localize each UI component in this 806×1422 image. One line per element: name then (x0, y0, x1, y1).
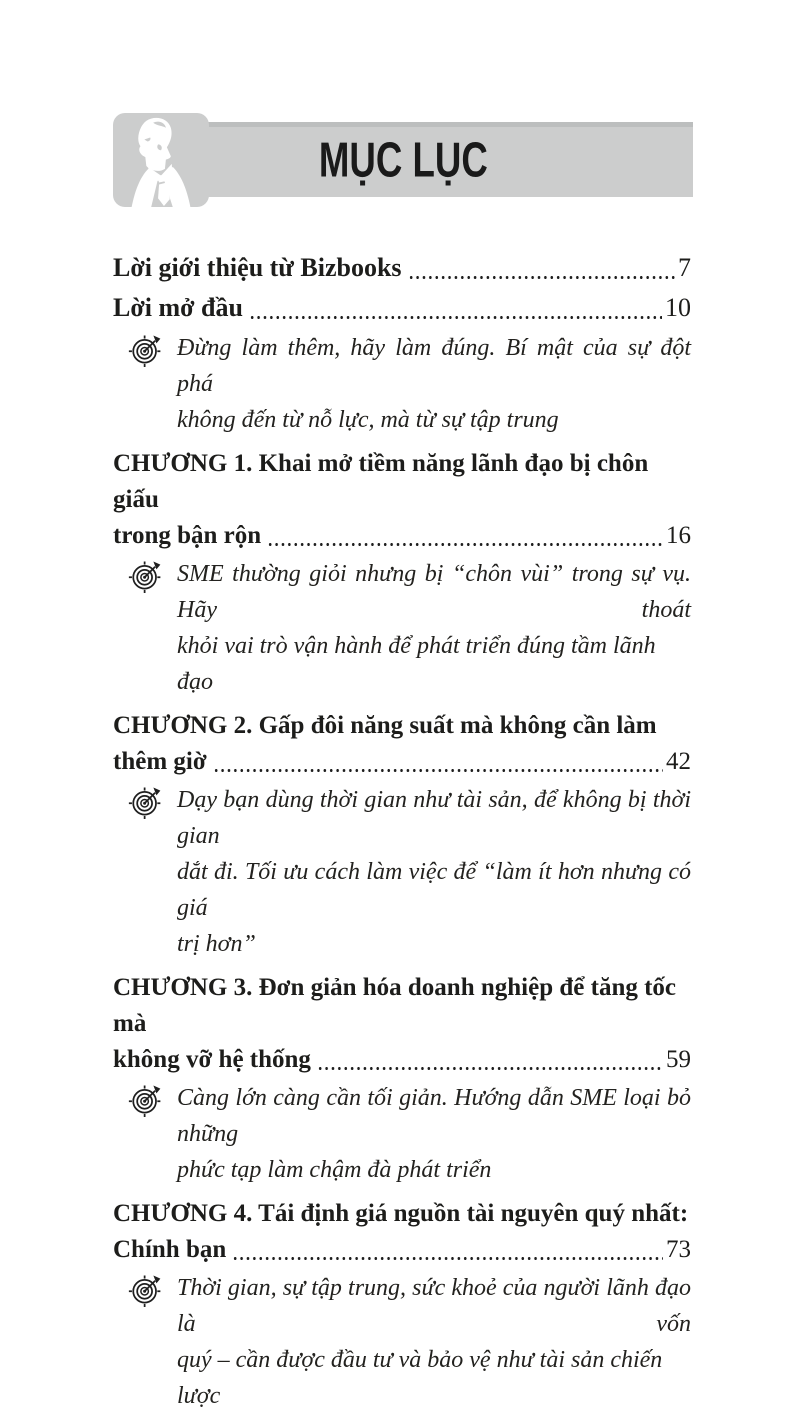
page-number: 59 (666, 1046, 691, 1073)
note-line: không đến từ nỗ lực, mà từ sự tập trung (177, 407, 559, 433)
entry-title: Lời giới thiệu từ Bizbooks (113, 253, 402, 282)
chapter-note (113, 1080, 691, 1188)
entry-title: Lời mở đầu (113, 293, 243, 322)
toc-header (113, 113, 693, 207)
target-dart-icon (128, 558, 163, 593)
target-dart-icon (128, 1082, 163, 1117)
toc-entry-chapter-1 (113, 446, 691, 554)
page-number: 73 (666, 1236, 691, 1263)
chapter-title-line1: CHƯƠNG 4. Tái định giá nguồn tài nguyên quý nhất: (113, 1200, 689, 1227)
chapter-title-line2: Chính bạn (113, 1236, 227, 1263)
chapter-title-line1: CHƯƠNG 2. Gấp đôi năng suất mà không cần làm (113, 712, 657, 739)
page-title: MỤC LỤC (318, 131, 488, 188)
toc-entry-chapter-2 (113, 708, 691, 780)
chapter-note (113, 330, 691, 438)
chapter-note (113, 1270, 691, 1414)
dot-leader (232, 1257, 663, 1260)
dot-leader (317, 1067, 663, 1070)
toc-entry-chapter-4 (113, 1196, 691, 1268)
note-line: Đừng làm thêm, hãy làm đúng. Bí mật của sự đột phá (177, 335, 691, 397)
toc-entry-intro (113, 248, 691, 288)
note-line: khỏi vai trò vận hành để phát triển đúng tầm lãnh đạo (177, 633, 656, 695)
note-line: dắt đi. Tối ưu cách làm việc để “làm ít hơn nhưng có giá (177, 859, 691, 921)
target-dart-icon (128, 332, 163, 367)
page-number: 7 (678, 253, 691, 282)
dot-leader (267, 543, 663, 546)
chapter-title-line2: thêm giờ (113, 748, 207, 775)
note-line: Càng lớn càng cần tối giản. Hướng dẫn SME loại bỏ những (177, 1085, 691, 1147)
dot-leader (249, 316, 662, 319)
page-number: 42 (666, 748, 691, 775)
chapter-title-line1: CHƯƠNG 1. Khai mở tiềm năng lãnh đạo bị chôn giấu (113, 450, 649, 513)
note-line: Dạy bạn dùng thời gian như tài sản, để không bị thời gian (177, 787, 691, 849)
chapter-note (113, 782, 691, 962)
note-line: Thời gian, sự tập trung, sức khoẻ của người lãnh đạo là vốn (177, 1275, 691, 1337)
toc-list (113, 248, 691, 1422)
dot-leader (408, 276, 675, 279)
page-number: 16 (666, 522, 691, 549)
chapter-title-line2: trong bận rộn (113, 522, 262, 549)
chapter-title-line2: không vỡ hệ thống (113, 1046, 311, 1073)
toc-entry-chapter-3 (113, 970, 691, 1078)
toc-entry-preface (113, 288, 691, 328)
note-line: trị hơn” (177, 931, 256, 957)
chapter-note (113, 556, 691, 700)
chapter-title-line1: CHƯƠNG 3. Đơn giản hóa doanh nghiệp để tăng tốc mà (113, 974, 677, 1037)
dot-leader (213, 769, 663, 772)
note-line: SME thường giỏi nhưng bị “chôn vùi” trong sự vụ. Hãy thoát (177, 561, 691, 623)
note-line: phức tạp làm chậm đà phát triển (177, 1157, 492, 1183)
target-dart-icon (128, 1272, 163, 1307)
target-dart-icon (128, 784, 163, 819)
page-number: 10 (665, 293, 691, 322)
note-line: quý – cần được đầu tư và bảo vệ như tài sản chiến lược (177, 1347, 663, 1409)
